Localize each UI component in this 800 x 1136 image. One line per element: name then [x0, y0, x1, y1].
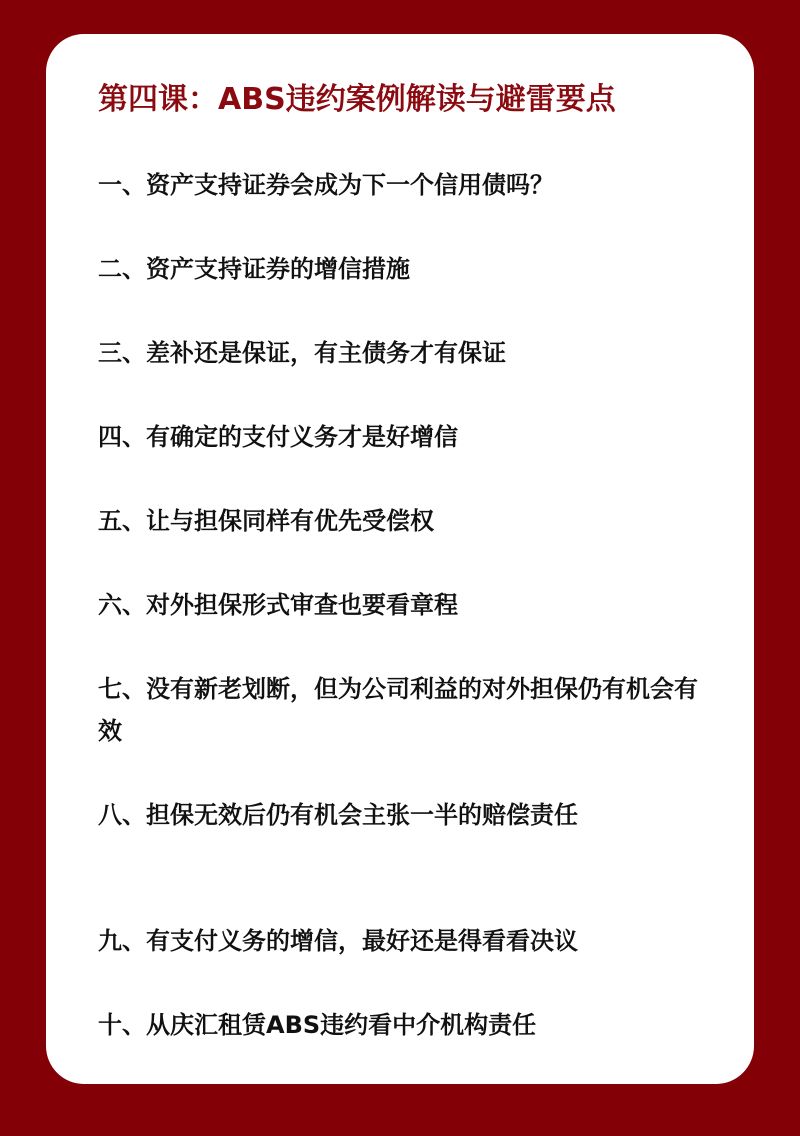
list-item: 六、对外担保形式审查也要看章程: [98, 591, 458, 619]
list-item: 五、让与担保同样有优先受偿权: [98, 507, 434, 535]
list-item: 七、没有新老划断，但为公司利益的对外担保仍有机会有效: [98, 675, 698, 745]
list-item: 四、有确定的支付义务才是好增信: [98, 423, 458, 451]
page-title: 第四课：ABS违约案例解读与避雷要点: [98, 82, 616, 117]
list-item: 十、从庆汇租赁ABS违约看中介机构责任: [98, 1011, 537, 1039]
list-item: 八、担保无效后仍有机会主张一半的赔偿责任: [98, 801, 578, 829]
list-item: 二、资产支持证券的增信措施: [98, 255, 410, 283]
list-item: 一、资产支持证券会成为下一个信用债吗？: [98, 171, 554, 199]
content-card: [46, 34, 754, 1084]
list-item: 三、差补还是保证，有主债务才有保证: [98, 339, 506, 367]
list-item: 九、有支付义务的增信，最好还是得看看决议: [98, 927, 578, 955]
